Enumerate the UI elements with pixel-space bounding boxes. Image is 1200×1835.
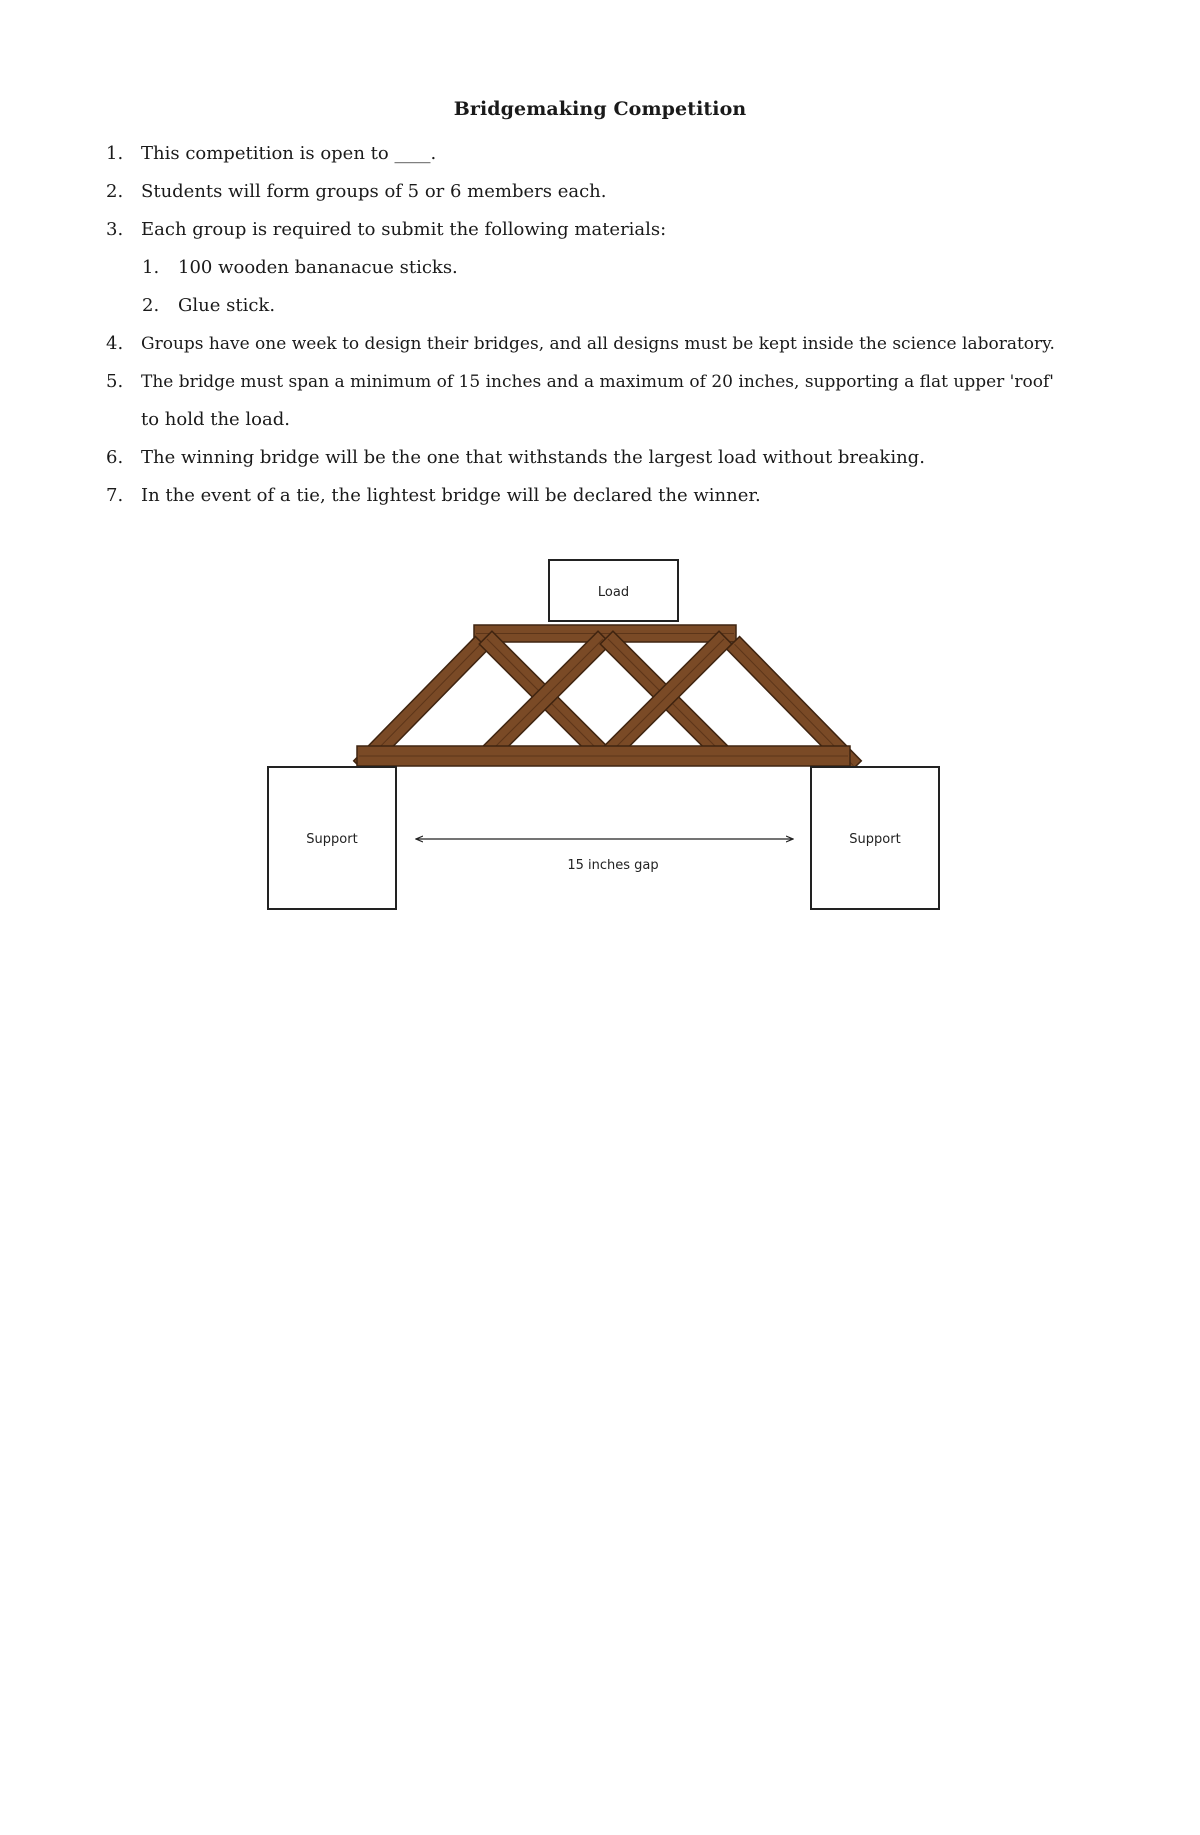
list-item-number: 5.: [106, 371, 124, 392]
list-item-text: This competition is open to ____.: [141, 143, 437, 164]
list-item-text: Each group is required to submit the following materials:: [141, 219, 667, 240]
list-item-number: 2.: [106, 181, 124, 202]
list-item-text: In the event of a tie, the lightest bridge will be declared the winner.: [141, 485, 761, 506]
list-item-text: Glue stick.: [178, 295, 276, 316]
list-item-text: Students will form groups of 5 or 6 members each.: [141, 181, 607, 202]
list-item-number: 1.: [142, 257, 160, 278]
right-support-label: Support: [849, 832, 901, 847]
list-item-text: to hold the load.: [141, 409, 290, 430]
gap-dimension: [416, 839, 793, 873]
left-support: [268, 767, 396, 909]
left-support-label: Support: [306, 832, 358, 847]
list-item-text: 100 wooden bananacue sticks.: [178, 257, 458, 278]
list-item-number: 2.: [142, 295, 160, 316]
bottom-chord: [357, 746, 850, 766]
list-item-number: 6.: [106, 447, 124, 468]
gap-label: 15 inches gap: [567, 858, 659, 873]
document-title: Bridgemaking Competition: [453, 98, 747, 120]
right-support: [811, 767, 939, 909]
load-box: [549, 560, 678, 621]
bridge-truss: [354, 625, 862, 773]
list-item-text: The bridge must span a minimum of 15 inches and a maximum of 20 inches, supporting a flat upper 'roof': [141, 372, 1054, 392]
list-item-text: The winning bridge will be the one that withstands the largest load without breaking.: [141, 447, 925, 468]
list-item-number: 3.: [106, 219, 124, 240]
list-item-text: Groups have one week to design their bridges, and all designs must be kept inside the science laboratory.: [141, 334, 1055, 354]
list-item-number: 1.: [106, 143, 124, 164]
list-item-number: 7.: [106, 485, 124, 506]
load-label: Load: [597, 585, 630, 600]
list-item-number: 4.: [106, 333, 124, 354]
